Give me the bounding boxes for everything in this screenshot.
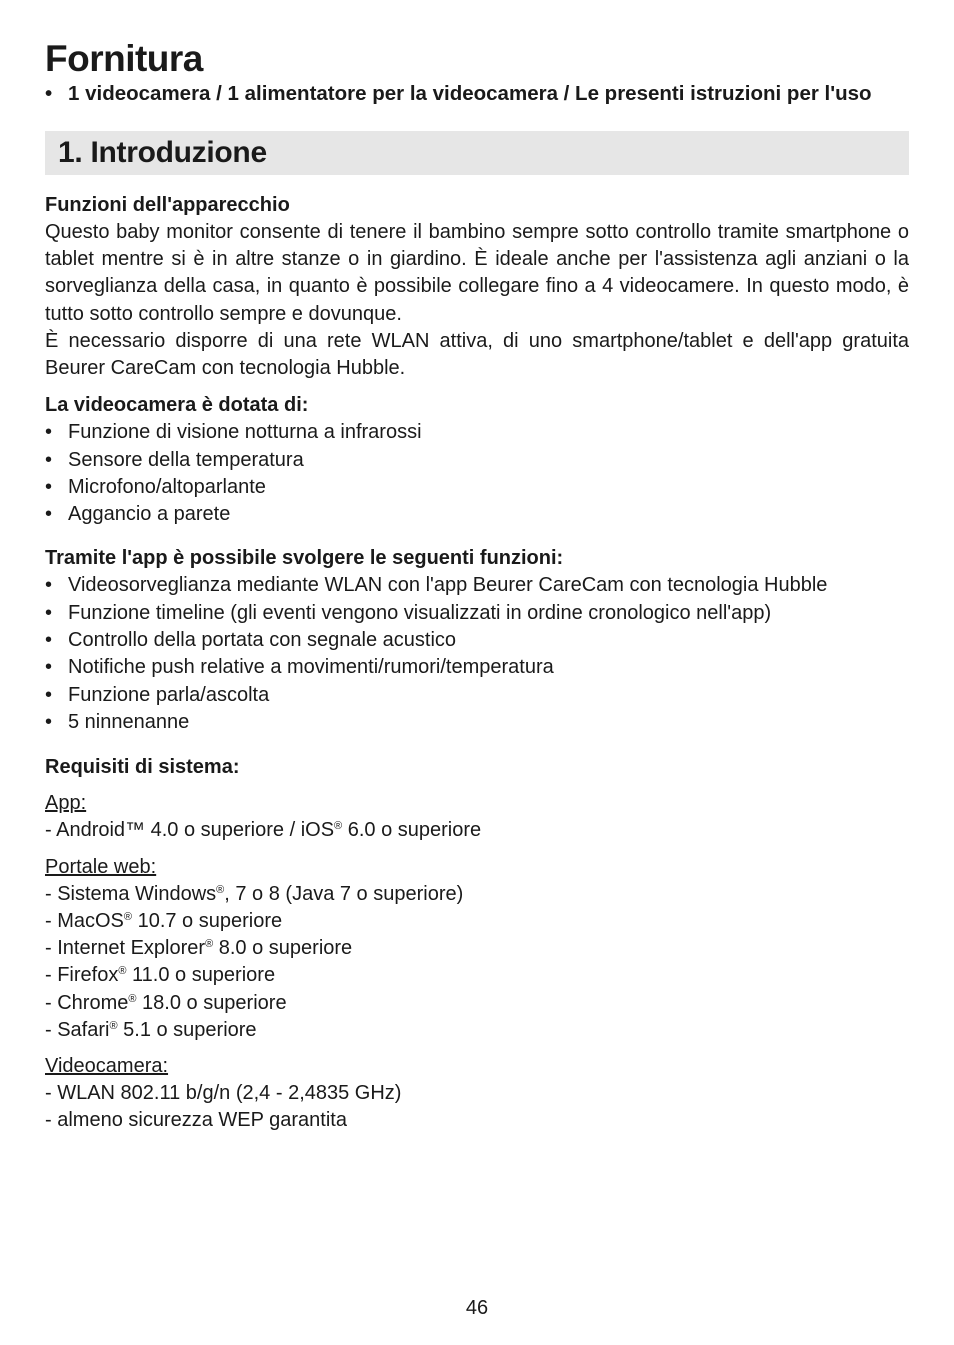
req-text: 11.0 o superiore [126, 964, 276, 987]
camera-label: Videocamera: [45, 1055, 169, 1078]
list-item [45, 474, 909, 501]
camera-requirement-line: - WLAN 802.11 b/g/n (2,4 - 2,4835 GHz) [45, 1082, 402, 1105]
list-item [45, 447, 909, 474]
bullet: • [45, 574, 53, 597]
registered-mark: ® [216, 883, 225, 896]
bullet: • [45, 656, 53, 679]
registered-mark: ® [123, 911, 133, 923]
registered-mark: ® [205, 938, 214, 951]
list-item-text: Controllo della portata con segnale acustico [68, 629, 457, 651]
req-text: , 7 o 8 (Java 7 o superiore) [224, 882, 464, 905]
list-item [45, 627, 909, 654]
list-item [45, 572, 909, 599]
funzioni-paragraph-2: È necessario disporre di una rete WLAN attiva, di uno smartphone/tablet e dell'app gratuita Beurer CareCam con tecnologia Hubble. [45, 329, 909, 380]
funzioni-heading: Funzioni dell'apparecchio [45, 194, 290, 216]
web-requirement-line [45, 881, 909, 908]
section-heading: 1. Introduzione [58, 136, 267, 169]
list-item-text: Aggancio a parete [68, 503, 231, 526]
camera-features-list [45, 419, 909, 528]
req-text: - Android™ 4.0 o superiore / iOS [45, 819, 335, 842]
app-functions-list [45, 572, 909, 736]
requirements-heading: Requisiti di sistema: [45, 756, 240, 779]
fornitura-item-text: 1 videocamera / 1 alimentatore per la videocamera / Le presenti istruzioni per l'uso [68, 82, 872, 105]
list-item-text: Sensore della temperatura [68, 448, 304, 471]
bullet: • [45, 683, 53, 706]
bullet: • [45, 629, 53, 651]
bullet: • [45, 710, 53, 733]
section-heading-bar [45, 131, 909, 175]
req-text: - Firefox [45, 964, 119, 987]
web-requirement-line [45, 1017, 909, 1044]
app-requirement-line [45, 817, 909, 844]
req-text: - Safari [45, 1018, 110, 1041]
list-item-text: Funzione timeline (gli eventi vengono visualizzati in ordine cronologico nell'app) [68, 601, 772, 624]
req-text: 5.1 o superiore [117, 1018, 257, 1041]
registered-mark: ® [118, 965, 127, 978]
req-text: 10.7 o superiore [132, 910, 283, 932]
web-requirement-line [45, 935, 909, 962]
web-requirement-line [45, 908, 909, 935]
bullet: • [45, 601, 53, 624]
req-text: - Internet Explorer [45, 937, 206, 960]
bullet: • [45, 421, 53, 444]
list-item [45, 419, 909, 446]
list-item [45, 600, 909, 627]
list-item [45, 682, 909, 709]
list-item-text: 5 ninnenanne [68, 710, 190, 733]
web-requirement-line [45, 962, 909, 989]
page-number: 46 [465, 1297, 489, 1319]
req-text: - Chrome [45, 991, 129, 1014]
req-text: 8.0 o superiore [213, 937, 353, 960]
list-item [45, 501, 909, 528]
bullet: • [45, 475, 53, 498]
page-content [45, 38, 909, 1135]
fornitura-item [45, 80, 909, 107]
web-requirement-line [45, 990, 909, 1017]
app-functions-heading: Tramite l'app è possibile svolgere le seguenti funzioni: [45, 547, 564, 570]
list-item-text: Microfono/altoparlante [68, 475, 266, 498]
registered-mark: ® [109, 1019, 118, 1032]
bullet: • [45, 82, 53, 105]
camera-requirement-line: - almeno sicurezza WEP garantita [45, 1109, 347, 1132]
bullet: • [45, 448, 53, 471]
req-text: - Sistema Windows [45, 882, 217, 905]
req-text: 6.0 o superiore [342, 819, 482, 842]
fornitura-title: Fornitura [45, 38, 203, 79]
list-item-text: Notifiche push relative a movimenti/rumori/temperatura [68, 656, 554, 679]
camera-features-heading: La videocamera è dotata di: [45, 394, 309, 417]
app-label: App: [45, 792, 87, 815]
registered-mark: ® [128, 992, 137, 1005]
bullet: • [45, 503, 53, 526]
req-text: 18.0 o superiore [136, 991, 287, 1014]
list-item-text: Funzione parla/ascolta [68, 683, 270, 706]
list-item [45, 654, 909, 681]
funzioni-paragraph-1: Questo baby monitor consente di tenere il bambino sempre sotto controllo tramite smartphone o tablet mentre si è in altre stanze o in giardino. È ideale anche per l'assistenza agli anziani o la sorveglianza della casa, in quanto è possibile collegare fino a 4 videocamere. In questo modo, è tutto sotto controllo sempre e dovunque. [45, 221, 909, 325]
list-item-text: Funzione di visione notturna a infrarossi [68, 421, 422, 444]
list-item [45, 709, 909, 736]
list-item-text: Videosorveglianza mediante WLAN con l'app Beurer CareCam con tecnologia Hubble [68, 574, 828, 597]
registered-mark: ® [334, 820, 343, 833]
req-text: - MacOS [45, 910, 124, 932]
web-portal-label: Portale web: [45, 855, 157, 878]
